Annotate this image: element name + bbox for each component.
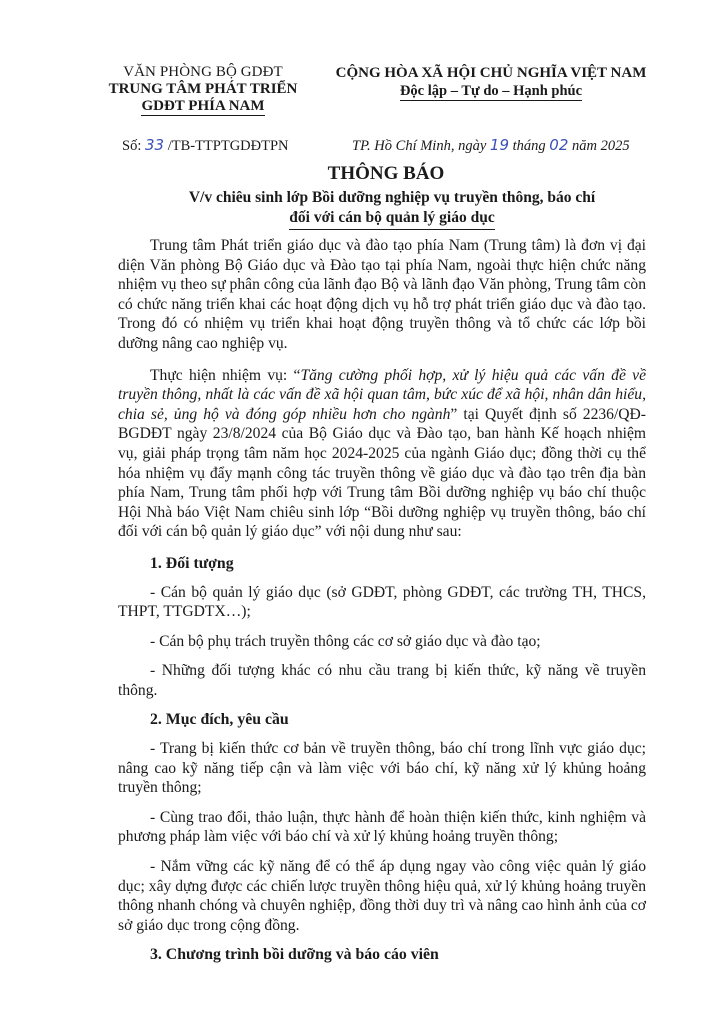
doc-number-suffix: /TB-TTPTGDĐTPN (164, 138, 289, 154)
national-motto: Độc lập – Tự do – Hạnh phúc (399, 83, 583, 99)
date-year: năm 2025 (568, 138, 630, 154)
document-number (122, 136, 289, 155)
list-item: - Cán bộ phụ trách truyền thông các cơ sở giáo dục và đào tạo; (150, 632, 541, 650)
mandate-lead: Thực hiện nhiệm vụ: “ (150, 366, 301, 384)
section-heading-program: 3. Chương trình bồi dưỡng và báo cáo viên (150, 946, 439, 964)
subject-line2: đối với cán bộ quản lý giáo dục (289, 208, 494, 230)
date-prefix: TP. Hồ Chí Minh, ngày (352, 138, 490, 154)
mandate-quote: Tăng cường phối hợp, xử lý hiệu quả các vấn đề về truyền thông, nhất là các vấn đề xã hội quan tâm, bức xúc để xã hội, nhân dân hiểu, chia sẻ, ủng hộ và đóng góp nhiều hơn cho ngành (118, 366, 646, 423)
issue-date (352, 136, 630, 155)
mandate-paragraph (118, 366, 646, 542)
agency-name-line2: GDĐT PHÍA NAM (141, 98, 265, 114)
date-month-label: tháng (509, 138, 550, 154)
date-day-handwritten: 19 (489, 136, 509, 154)
date-month-handwritten: 02 (549, 136, 569, 154)
agency-name-line1: TRUNG TÂM PHÁT TRIỂN (108, 81, 298, 97)
list-item: - Trang bị kiến thức cơ bản về truyền thông, báo chí trong lĩnh vực giáo dục; nâng cao kỹ năng tiếp cận và làm việc với báo chí, kỹ năng xử lý khủng hoảng truyền thông; (118, 740, 646, 797)
subject-line1: V/v chiêu sinh lớp Bồi dưỡng nghiệp vụ truyền thông, báo chí (188, 189, 596, 206)
document-body (118, 236, 646, 974)
mandate-rest: ” tại Quyết định số 2236/QĐ-BGDĐT ngày 23/8/2024 của Bộ Giáo dục và Đào tạo, ban hành Kế hoạch nhiệm vụ, giải pháp trọng tâm năm học 2024-2025 của ngành Giáo dục; đồng thời cụ thể hóa nhiệm vụ đẩy mạnh công tác truyền thông về giáo dục và đào tạo trên địa bàn phía Nam, Trung tâm phối hợp với Trung tâm Bồi dưỡng nghiệp vụ báo chí thuộc Hội Nhà báo Việt Nam chiêu sinh lớp “Bồi dưỡng nghiệp vụ truyền thông, báo chí đối với cán bộ quản lý giáo dục” với nội dung như sau: (118, 405, 647, 541)
list-item: - Những đối tượng khác có nhu cầu trang bị kiến thức, kỹ năng về truyền thông. (118, 662, 646, 699)
agency-parent: VĂN PHÒNG BỘ GDĐT (123, 64, 283, 80)
national-motto-block (324, 64, 658, 101)
doc-number-prefix: Số: (122, 138, 145, 154)
document-subject (0, 188, 728, 230)
intro-paragraph: Trung tâm Phát triển giáo dục và đào tạo phía Nam (Trung tâm) là đơn vị đại diện Văn phòng Bộ Giáo dục và Đào tạo tại phía Nam, ngoài thực hiện chức năng nhiệm vụ theo sự phân công của lãnh đạo Bộ và lãnh đạo Văn phòng, Trung tâm còn có chức năng triển khai các hoạt động dịch vụ hỗ trợ phát triển giáo dục và đào tạo. Trong đó có nhiệm vụ triển khai hoạt động truyền thông và tổ chức các lớp bồi dưỡng nâng cao nghiệp vụ. (118, 237, 646, 352)
issuing-agency (98, 64, 308, 116)
section-heading-targets: 1. Đối tượng (150, 554, 234, 572)
country-name: CỘNG HÒA XÃ HỘI CHỦ NGHĨA VIỆT NAM (335, 65, 647, 81)
list-item: - Cán bộ quản lý giáo dục (sở GDĐT, phòng GDĐT, các trường TH, THCS, THPT, TTGDTX…); (118, 583, 646, 621)
document-title: THÔNG BÁO (327, 163, 445, 184)
list-item: - Cùng trao đổi, thảo luận, thực hành để hoàn thiện kiến thức, kinh nghiệm và phương pháp làm việc với báo chí và xử lý khủng hoảng truyền thông; (118, 808, 646, 846)
list-item: - Nắm vững các kỹ năng để có thể áp dụng ngay vào công việc quản lý giáo dục; xây dựng được các chiến lược truyền thông hiệu quả, xử lý khủng hoảng truyền thông nhanh chóng và chuyên nghiệp, đồng thời duy trì và nâng cao hình ảnh của cơ sở giáo dục trong cộng đồng. (118, 858, 646, 934)
section-heading-purpose: 2. Mục đích, yêu cầu (150, 711, 289, 729)
doc-number-handwritten: 33 (144, 136, 165, 154)
